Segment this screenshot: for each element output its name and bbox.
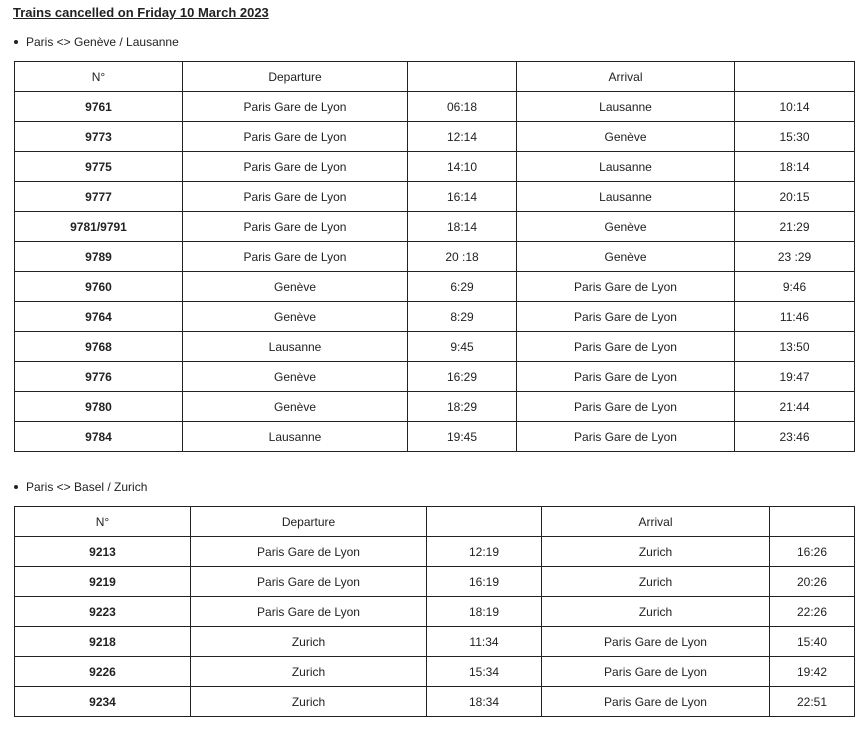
departure-station-cell: Paris Gare de Lyon bbox=[183, 212, 408, 242]
table-row bbox=[15, 92, 855, 122]
train-number-cell: 9776 bbox=[15, 362, 183, 392]
departure-time-cell: 16:29 bbox=[408, 362, 517, 392]
arrival-time-cell: 16:26 bbox=[770, 537, 855, 567]
table-row bbox=[15, 212, 855, 242]
departure-station-cell: Paris Gare de Lyon bbox=[183, 152, 408, 182]
train-number-cell: 9780 bbox=[15, 392, 183, 422]
arrival-station-cell: Paris Gare de Lyon bbox=[517, 272, 735, 302]
arrival-time-cell: 19:47 bbox=[735, 362, 855, 392]
train-number-cell: 9234 bbox=[15, 687, 191, 717]
train-number-cell: 9213 bbox=[15, 537, 191, 567]
table-row bbox=[15, 362, 855, 392]
departure-station-cell: Paris Gare de Lyon bbox=[183, 242, 408, 272]
arrival-station-cell: Paris Gare de Lyon bbox=[517, 362, 735, 392]
column-header-departure-station: Departure bbox=[183, 62, 408, 92]
train-number-cell: 9760 bbox=[15, 272, 183, 302]
departure-station-cell: Paris Gare de Lyon bbox=[183, 182, 408, 212]
departure-station-cell: Genève bbox=[183, 362, 408, 392]
column-header-arrival-time bbox=[735, 62, 855, 92]
table-row bbox=[15, 122, 855, 152]
arrival-station-cell: Zurich bbox=[542, 597, 770, 627]
arrival-time-cell: 21:29 bbox=[735, 212, 855, 242]
section-heading-basel-zurich bbox=[14, 480, 147, 494]
arrival-station-cell: Paris Gare de Lyon bbox=[517, 392, 735, 422]
train-number-cell: 9784 bbox=[15, 422, 183, 452]
departure-time-cell: 15:34 bbox=[427, 657, 542, 687]
page-title: Trains cancelled on Friday 10 March 2023 bbox=[13, 5, 269, 20]
arrival-station-cell: Genève bbox=[517, 242, 735, 272]
column-header-arrival-station: Arrival bbox=[542, 507, 770, 537]
train-number-cell: 9773 bbox=[15, 122, 183, 152]
table-row bbox=[15, 332, 855, 362]
bullet-icon bbox=[14, 485, 18, 489]
column-header-departure-time bbox=[427, 507, 542, 537]
departure-station-cell: Zurich bbox=[191, 687, 427, 717]
column-header-arrival-time bbox=[770, 507, 855, 537]
departure-time-cell: 18:34 bbox=[427, 687, 542, 717]
arrival-station-cell: Lausanne bbox=[517, 182, 735, 212]
arrival-time-cell: 20:15 bbox=[735, 182, 855, 212]
departure-station-cell: Paris Gare de Lyon bbox=[191, 567, 427, 597]
section-heading-label: Paris <> Genève / Lausanne bbox=[26, 35, 179, 49]
train-number-cell: 9768 bbox=[15, 332, 183, 362]
table-header-row bbox=[15, 62, 855, 92]
table-row bbox=[15, 302, 855, 332]
arrival-time-cell: 23 :29 bbox=[735, 242, 855, 272]
table-row bbox=[15, 657, 855, 687]
departure-time-cell: 6:29 bbox=[408, 272, 517, 302]
cancellations-table-geneve-lausanne bbox=[14, 61, 855, 452]
arrival-time-cell: 21:44 bbox=[735, 392, 855, 422]
departure-station-cell: Genève bbox=[183, 302, 408, 332]
column-header-arrival-station: Arrival bbox=[517, 62, 735, 92]
departure-time-cell: 12:14 bbox=[408, 122, 517, 152]
departure-time-cell: 20 :18 bbox=[408, 242, 517, 272]
arrival-time-cell: 22:51 bbox=[770, 687, 855, 717]
departure-time-cell: 18:14 bbox=[408, 212, 517, 242]
departure-time-cell: 12:19 bbox=[427, 537, 542, 567]
arrival-time-cell: 20:26 bbox=[770, 567, 855, 597]
train-number-cell: 9764 bbox=[15, 302, 183, 332]
arrival-time-cell: 22:26 bbox=[770, 597, 855, 627]
arrival-time-cell: 18:14 bbox=[735, 152, 855, 182]
departure-time-cell: 16:19 bbox=[427, 567, 542, 597]
departure-time-cell: 8:29 bbox=[408, 302, 517, 332]
arrival-time-cell: 10:14 bbox=[735, 92, 855, 122]
departure-station-cell: Lausanne bbox=[183, 332, 408, 362]
table-row bbox=[15, 537, 855, 567]
table-row bbox=[15, 687, 855, 717]
train-number-cell: 9761 bbox=[15, 92, 183, 122]
departure-time-cell: 18:29 bbox=[408, 392, 517, 422]
departure-station-cell: Paris Gare de Lyon bbox=[183, 92, 408, 122]
arrival-time-cell: 19:42 bbox=[770, 657, 855, 687]
arrival-time-cell: 23:46 bbox=[735, 422, 855, 452]
departure-station-cell: Lausanne bbox=[183, 422, 408, 452]
bullet-icon bbox=[14, 40, 18, 44]
arrival-station-cell: Paris Gare de Lyon bbox=[542, 687, 770, 717]
train-number-cell: 9781/9791 bbox=[15, 212, 183, 242]
arrival-time-cell: 15:30 bbox=[735, 122, 855, 152]
cancellations-table-basel-zurich bbox=[14, 506, 855, 717]
table-row bbox=[15, 152, 855, 182]
table-row bbox=[15, 422, 855, 452]
departure-time-cell: 18:19 bbox=[427, 597, 542, 627]
table-row bbox=[15, 392, 855, 422]
arrival-station-cell: Zurich bbox=[542, 537, 770, 567]
table-header-row bbox=[15, 507, 855, 537]
arrival-station-cell: Paris Gare de Lyon bbox=[542, 657, 770, 687]
arrival-time-cell: 11:46 bbox=[735, 302, 855, 332]
table-row bbox=[15, 627, 855, 657]
arrival-station-cell: Paris Gare de Lyon bbox=[517, 302, 735, 332]
column-header-departure-time bbox=[408, 62, 517, 92]
departure-station-cell: Genève bbox=[183, 272, 408, 302]
arrival-time-cell: 15:40 bbox=[770, 627, 855, 657]
departure-station-cell: Paris Gare de Lyon bbox=[191, 537, 427, 567]
departure-station-cell: Zurich bbox=[191, 657, 427, 687]
departure-station-cell: Genève bbox=[183, 392, 408, 422]
departure-station-cell: Paris Gare de Lyon bbox=[191, 597, 427, 627]
arrival-time-cell: 9:46 bbox=[735, 272, 855, 302]
table-row bbox=[15, 567, 855, 597]
train-number-cell: 9777 bbox=[15, 182, 183, 212]
departure-time-cell: 11:34 bbox=[427, 627, 542, 657]
departure-time-cell: 9:45 bbox=[408, 332, 517, 362]
arrival-station-cell: Zurich bbox=[542, 567, 770, 597]
arrival-station-cell: Paris Gare de Lyon bbox=[517, 422, 735, 452]
arrival-station-cell: Paris Gare de Lyon bbox=[517, 332, 735, 362]
train-number-cell: 9218 bbox=[15, 627, 191, 657]
train-number-cell: 9226 bbox=[15, 657, 191, 687]
table-row bbox=[15, 272, 855, 302]
departure-time-cell: 19:45 bbox=[408, 422, 517, 452]
arrival-time-cell: 13:50 bbox=[735, 332, 855, 362]
table-row bbox=[15, 597, 855, 627]
section-heading-label: Paris <> Basel / Zurich bbox=[26, 480, 148, 494]
section-heading-geneve-lausanne bbox=[14, 35, 179, 49]
departure-station-cell: Zurich bbox=[191, 627, 427, 657]
departure-station-cell: Paris Gare de Lyon bbox=[183, 122, 408, 152]
arrival-station-cell: Genève bbox=[517, 122, 735, 152]
column-header-train-number: N° bbox=[15, 62, 183, 92]
train-number-cell: 9219 bbox=[15, 567, 191, 597]
arrival-station-cell: Lausanne bbox=[517, 152, 735, 182]
arrival-station-cell: Paris Gare de Lyon bbox=[542, 627, 770, 657]
column-header-departure-station: Departure bbox=[191, 507, 427, 537]
arrival-station-cell: Genève bbox=[517, 212, 735, 242]
column-header-train-number: N° bbox=[15, 507, 191, 537]
arrival-station-cell: Lausanne bbox=[517, 92, 735, 122]
train-number-cell: 9223 bbox=[15, 597, 191, 627]
table-row bbox=[15, 182, 855, 212]
departure-time-cell: 06:18 bbox=[408, 92, 517, 122]
train-number-cell: 9789 bbox=[15, 242, 183, 272]
departure-time-cell: 16:14 bbox=[408, 182, 517, 212]
departure-time-cell: 14:10 bbox=[408, 152, 517, 182]
table-row bbox=[15, 242, 855, 272]
train-number-cell: 9775 bbox=[15, 152, 183, 182]
